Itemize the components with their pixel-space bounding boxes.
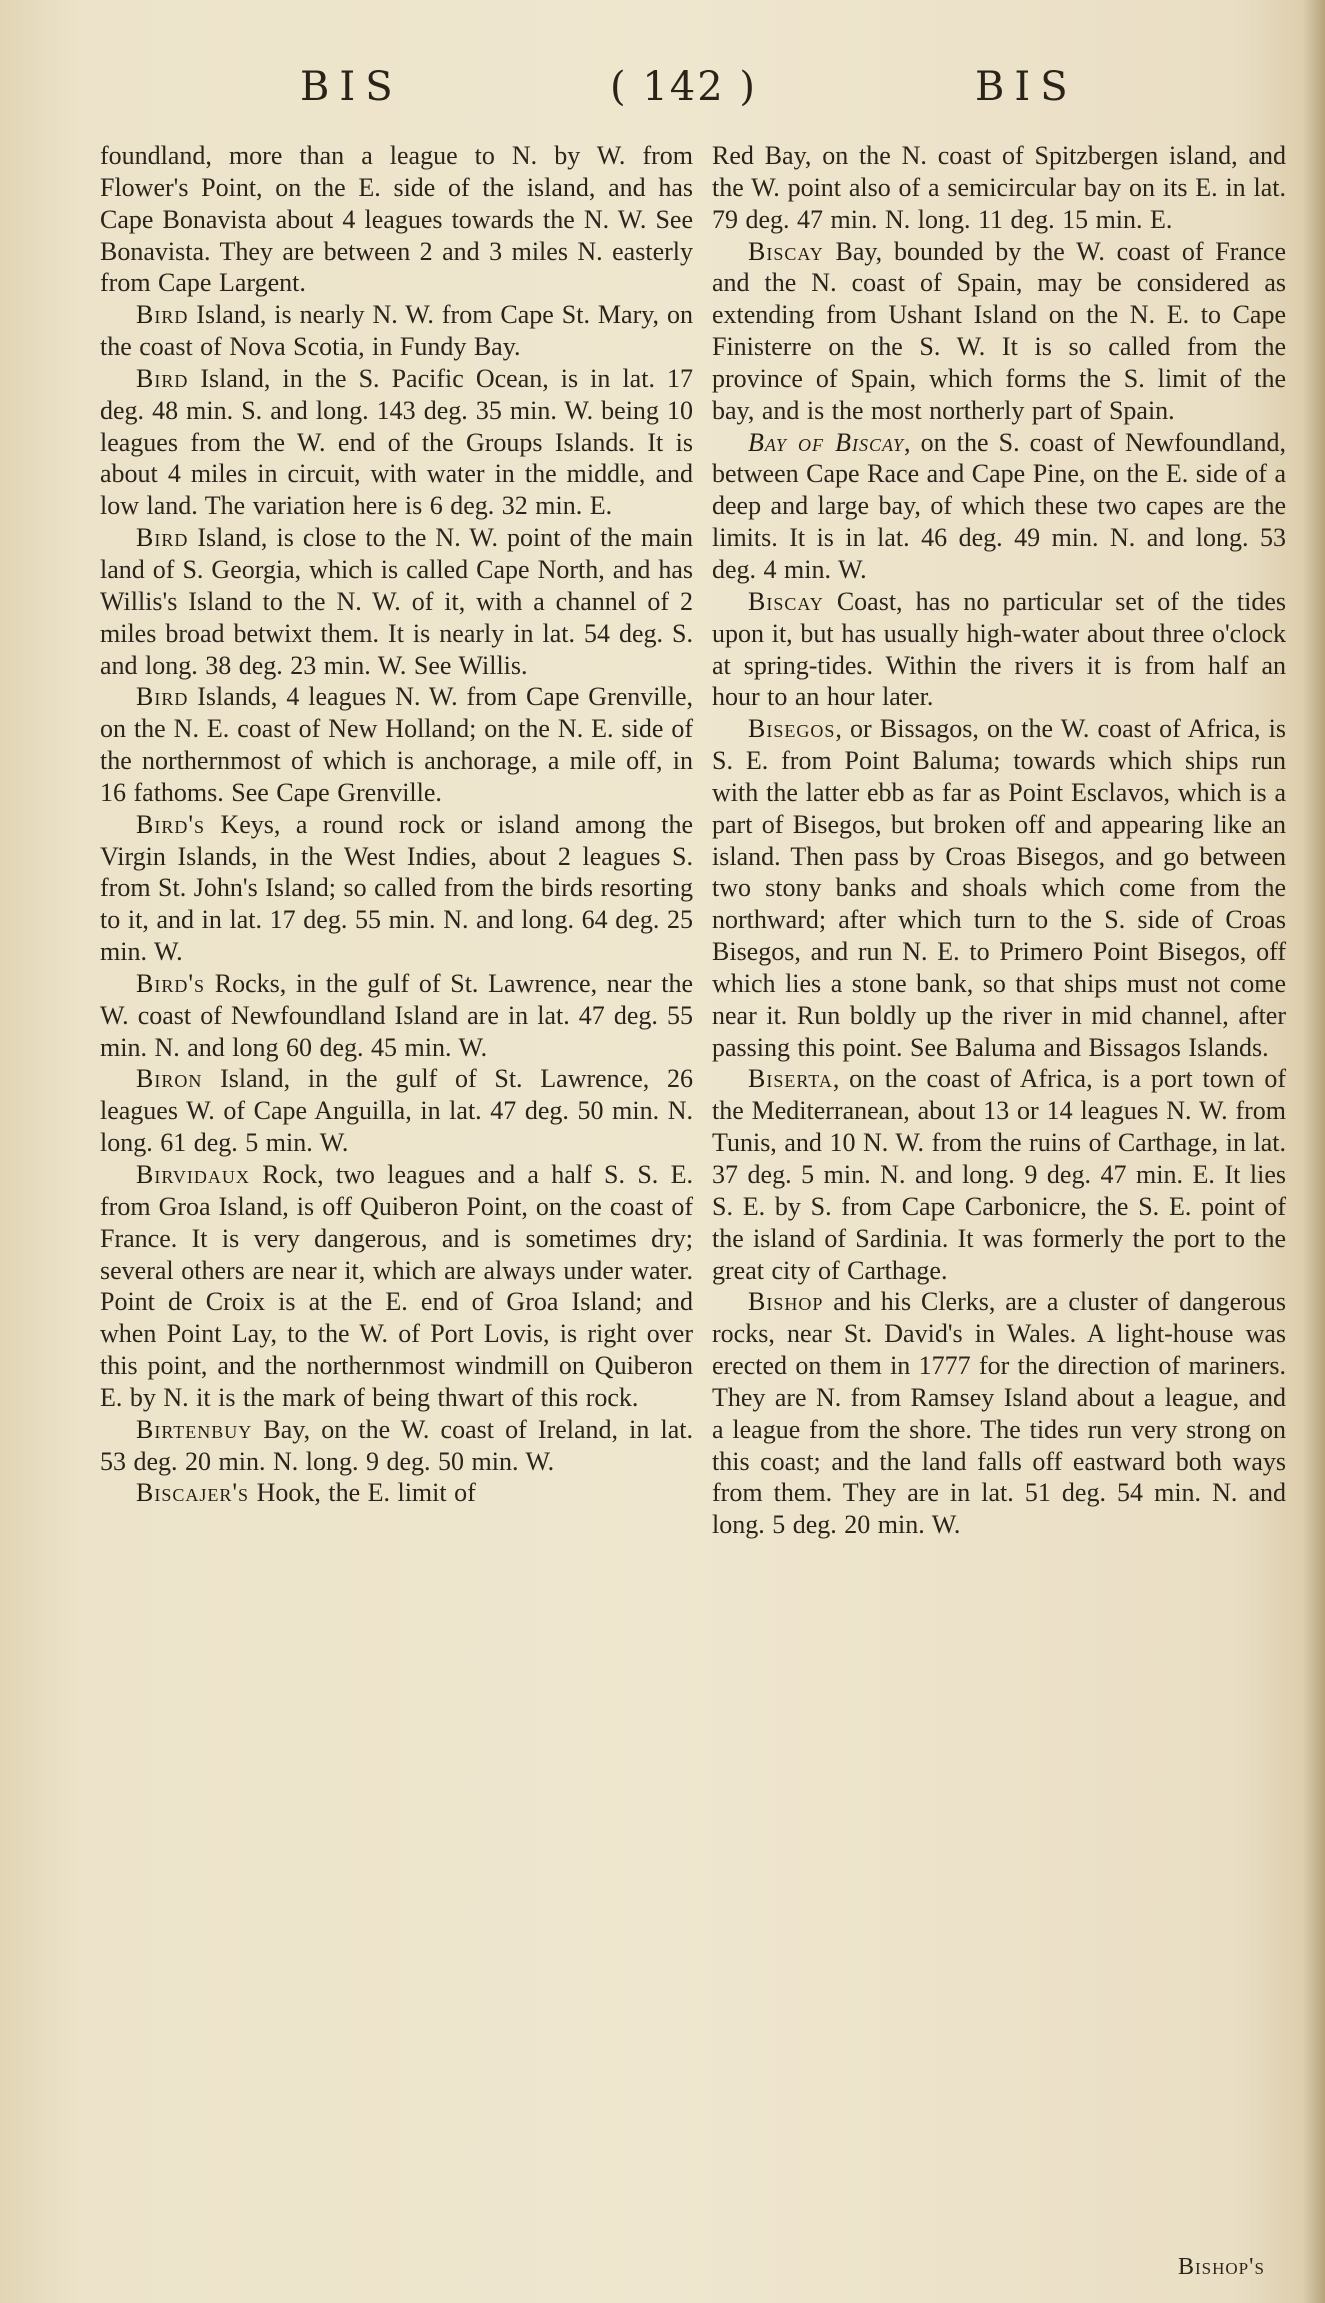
entry-text: Coast, has no particular set of the tides upon it, but has usually high-water about three o'clock at spring-tides. Within the rivers it is from half an hour to an hour later. xyxy=(712,586,1286,712)
gazetteer-entry xyxy=(100,1414,693,1478)
gazetteer-entry xyxy=(100,681,693,808)
gazetteer-entry xyxy=(712,1286,1286,1541)
entry-text: Bay, bounded by the W. coast of France and the N. coast of Spain, may be considered as extending from Ushant Island on the N. E. to Cape Finisterre on the S. W. It is so called from the province of Spain, which forms the S. limit of the bay, and is the most northerly part of Spain. xyxy=(712,236,1286,425)
entry-text: , on the coast of Africa, is a port town of the Mediterranean, about 13 or 14 leagues N. W. from Tunis, and 10 N. W. from the ruins of Carthage, in lat. 37 deg. 5 min. N. and long. 9 deg. 47 min. E. It lies S. E. by S. from Cape Carbonicre, the S. E. point of the island of Sardinia. It was formerly the port to the great city of Carthage. xyxy=(712,1064,1286,1285)
entry-text: and his Clerks, are a cluster of dangerous rocks, near St. David's in Wales. A light-house was erected on them in 1777 for the direction of mariners. They are N. from Ramsey Island about a league, and a league from the shore. The tides run very strong on this coast; and the land falls off eastward both ways from them. They are in lat. 51 deg. 54 min. N. and long. 5 deg. 20 min. W. xyxy=(712,1287,1286,1540)
entry-headword: Bird xyxy=(136,523,189,553)
gazetteer-entry xyxy=(100,968,693,1064)
entry-headword: Birtenbuy xyxy=(136,1414,253,1444)
entry-headword: Bird xyxy=(136,363,189,393)
gazetteer-entry xyxy=(712,427,1286,586)
page-edge-shadow xyxy=(1303,0,1325,2303)
gazetteer-entry xyxy=(712,586,1286,713)
gazetteer-entry xyxy=(100,299,693,363)
gazetteer-entry xyxy=(100,522,693,681)
entry-headword: Bird's xyxy=(136,809,206,839)
left-column xyxy=(100,140,693,1509)
entry-text: Island, in the S. Pacific Ocean, is in lat. 17 deg. 48 min. S. and long. 143 deg. 35 min. W. being 10 leagues from the W. end of the Groups Islands. It is about 4 miles in circuit, with water in the middle, and low land. The variation here is 6 deg. 32 min. E. xyxy=(100,363,693,521)
gazetteer-entry xyxy=(100,1477,693,1509)
gazetteer-entry xyxy=(100,1159,693,1414)
header-left-word: BIS xyxy=(300,64,403,110)
gazetteer-entry xyxy=(100,363,693,522)
gazetteer-entry xyxy=(100,1063,693,1159)
entry-text: Rock, two leagues and a half S. S. E. from Groa Island, is off Quiberon Point, on the coast of France. It is very dangerous, and is sometimes dry; several others are near it, which are always under water. Point de Croix is at the E. end of Groa Island; and when Point Lay, to the W. of Port Lovis, is right over this point, and the northernmost windmill on Quiberon E. by N. it is the mark of being thwart of this rock. xyxy=(100,1160,693,1412)
catchword: Bishop's xyxy=(1178,2254,1265,2280)
entry-text: Island, in the gulf of St. Lawrence, 26 leagues W. of Cape Anguilla, in lat. 47 deg. 50 min. N. long. 61 deg. 5 min. W. xyxy=(100,1064,693,1158)
page-number: ( 142 ) xyxy=(610,64,757,110)
gazetteer-entry xyxy=(100,140,693,299)
gazetteer-entry xyxy=(712,140,1286,236)
entry-headword: Bird xyxy=(136,300,189,330)
gazetteer-entry xyxy=(712,713,1286,1063)
entry-text: foundland, more than a league to N. by W. from Flower's Point, on the E. side of the island, and has Cape Bonavista about 4 leagues towards the N. W. See Bonavista. They are between 2 and 3 miles N. easterly from Cape Largent. xyxy=(100,141,693,298)
gazetteer-entry xyxy=(100,809,693,968)
entry-text: , on the S. coast of Newfoundland, between Cape Race and Cape Pine, on the E. side of a deep and large bay, of which these two capes are the limits. It is in lat. 46 deg. 49 min. N. and long. 53 deg. 4 min. W. xyxy=(712,427,1286,584)
entry-headword: Biscajer's xyxy=(136,1478,250,1508)
entry-text: Island, is nearly N. W. from Cape St. Mary, on the coast of Nova Scotia, in Fundy Bay. xyxy=(100,300,693,362)
running-header xyxy=(0,64,1325,124)
entry-text: Hook, the E. limit of xyxy=(249,1478,476,1508)
entry-text: Island, is close to the N. W. point of the main land of S. Georgia, which is called Cape North, and has Willis's Island to the N. W. of it, with a channel of 2 miles broad betwixt them. It is nearly in lat. 54 deg. S. and long. 38 deg. 23 min. W. See Willis. xyxy=(100,523,693,680)
entry-text: , or Bissagos, on the W. coast of Africa, is S. E. from Point Baluma; towards which ships run with the latter ebb as far as Point Esclavos, which is a part of Bisegos, but broken off and appearing like an island. Then pass by Croas Bisegos, and go between two stony banks and shoals which come from the northward; after which turn to the S. side of Croas Bisegos, and run N. E. to Primero Point Bisegos, off which lies a stone bank, so that ships must not come near it. Run boldly up the river in mid channel, after passing this point. See Baluma and Bissagos Islands. xyxy=(712,714,1286,1062)
entry-headword: Birvidaux xyxy=(136,1160,250,1189)
header-right-word: BIS xyxy=(975,64,1078,110)
entry-headword: Biron xyxy=(136,1064,203,1094)
gazetteer-entry xyxy=(712,1063,1286,1286)
entry-headword: Bishop xyxy=(748,1287,824,1317)
entry-headword: Bird xyxy=(136,682,189,712)
entry-text: Keys, a round rock or island among the Virgin Islands, in the West Indies, about 2 leagues S. from St. John's Island; so called from the birds resorting to it, and in lat. 17 deg. 55 min. N. and long. 64 deg. 25 min. W. xyxy=(100,809,693,967)
entry-text: Red Bay, on the N. coast of Spitzbergen island, and the W. point also of a semicircular bay on its E. in lat. 79 deg. 47 min. N. long. 11 deg. 15 min. E. xyxy=(712,141,1286,234)
entry-text: Rocks, in the gulf of St. Lawrence, near the W. coast of Newfoundland Island are in lat. 47 deg. 55 min. N. and long 60 deg. 45 min. W. xyxy=(100,968,693,1062)
gazetteer-entry xyxy=(712,236,1286,427)
right-column xyxy=(712,140,1286,1541)
entry-text: Bay, on the W. coast of Ireland, in lat. 53 deg. 20 min. N. long. 9 deg. 50 min. W. xyxy=(100,1414,693,1476)
entry-headword: Biserta xyxy=(748,1064,833,1094)
entry-text: Islands, 4 leagues N. W. from Cape Grenville, on the N. E. coast of New Holland; on the N. E. side of the northernmost of which is anchorage, a mile off, in 16 fathoms. See Cape Grenville. xyxy=(100,682,693,807)
entry-headword: Biscay xyxy=(748,586,824,616)
entry-headword: Bird's xyxy=(136,968,206,998)
entry-headword: Biscay xyxy=(748,236,824,266)
entry-headword: Bay of Biscay xyxy=(748,427,905,457)
entry-headword: Bisegos xyxy=(748,714,836,744)
